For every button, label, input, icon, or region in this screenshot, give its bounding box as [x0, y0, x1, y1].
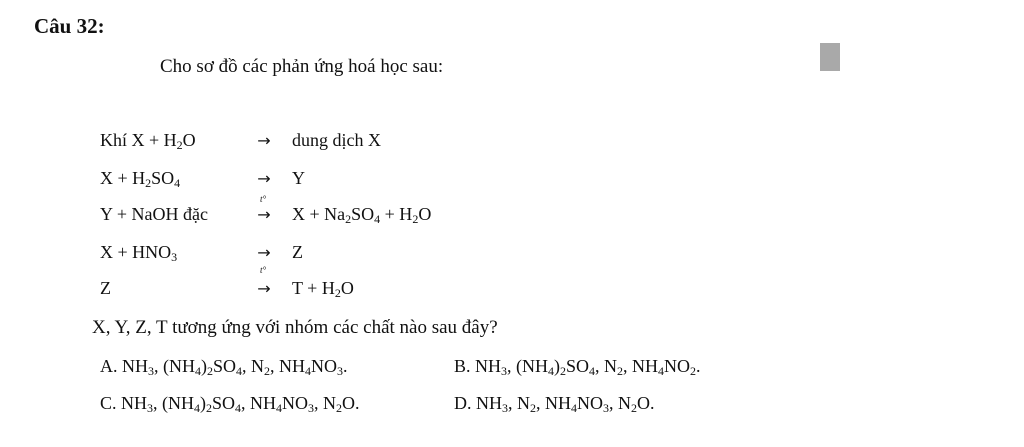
- option-a-text: $NH_3$, $(NH_4)_2SO_4$, $N_2$, $NH_4NO_3$.: [122, 356, 348, 378]
- reaction-5-products: $T + H_2O$: [292, 278, 354, 300]
- option-b-label: B.: [454, 356, 471, 376]
- reaction-1-reactants: Khí $X + H_2O$: [100, 130, 196, 152]
- question-number: Câu 32:: [34, 14, 105, 38]
- option-c-label: C.: [100, 393, 117, 413]
- reaction-4-arrow: →: [257, 243, 271, 262]
- reaction-3-products: $X + Na_2SO_4 + H_2O$: [292, 204, 432, 226]
- reaction-5-arrow: →: [257, 279, 271, 298]
- reaction-2-arrow: →: [257, 169, 271, 188]
- scroll-marker: [820, 43, 840, 71]
- option-b[interactable]: [454, 356, 701, 377]
- option-c[interactable]: [100, 393, 360, 414]
- option-b-text: $NH_3$, $(NH_4)_2SO_4$, $N_2$, $NH_4NO_2$.: [475, 356, 701, 378]
- reaction-3-reactants: Y + NaOH đặc: [100, 204, 208, 224]
- reaction-2-reactants: $X + H_2SO_4$: [100, 168, 181, 190]
- question-text: X, Y, Z, T tương ứng với nhóm các chất nào sau đây?: [92, 317, 498, 338]
- reaction-4-products: Z: [292, 242, 303, 262]
- reaction-2-products: Y: [292, 168, 305, 188]
- reaction-1-products: dung dịch X: [292, 130, 381, 150]
- reaction-3-heat-mark: t°: [260, 194, 267, 204]
- option-c-text: $NH_3$, $(NH_4)_2SO_4$, $NH_4NO_3$, $N_2O$.: [121, 393, 360, 415]
- reaction-1-arrow: →: [257, 131, 271, 150]
- reaction-5-reactants: Z: [100, 278, 111, 298]
- reaction-4-reactants: $X + HNO_3$: [100, 242, 178, 264]
- reaction-5-heat-mark: t°: [260, 265, 267, 275]
- reaction-3-arrow: →: [257, 205, 271, 224]
- option-a[interactable]: [100, 356, 348, 377]
- option-d[interactable]: [454, 393, 655, 414]
- option-d-text: $NH_3$, $N_2$, $NH_4NO_3$, $N_2O$.: [476, 393, 655, 415]
- option-a-label: A.: [100, 356, 118, 376]
- option-d-label: D.: [454, 393, 472, 413]
- question-intro: Cho sơ đồ các phản ứng hoá học sau:: [160, 56, 444, 77]
